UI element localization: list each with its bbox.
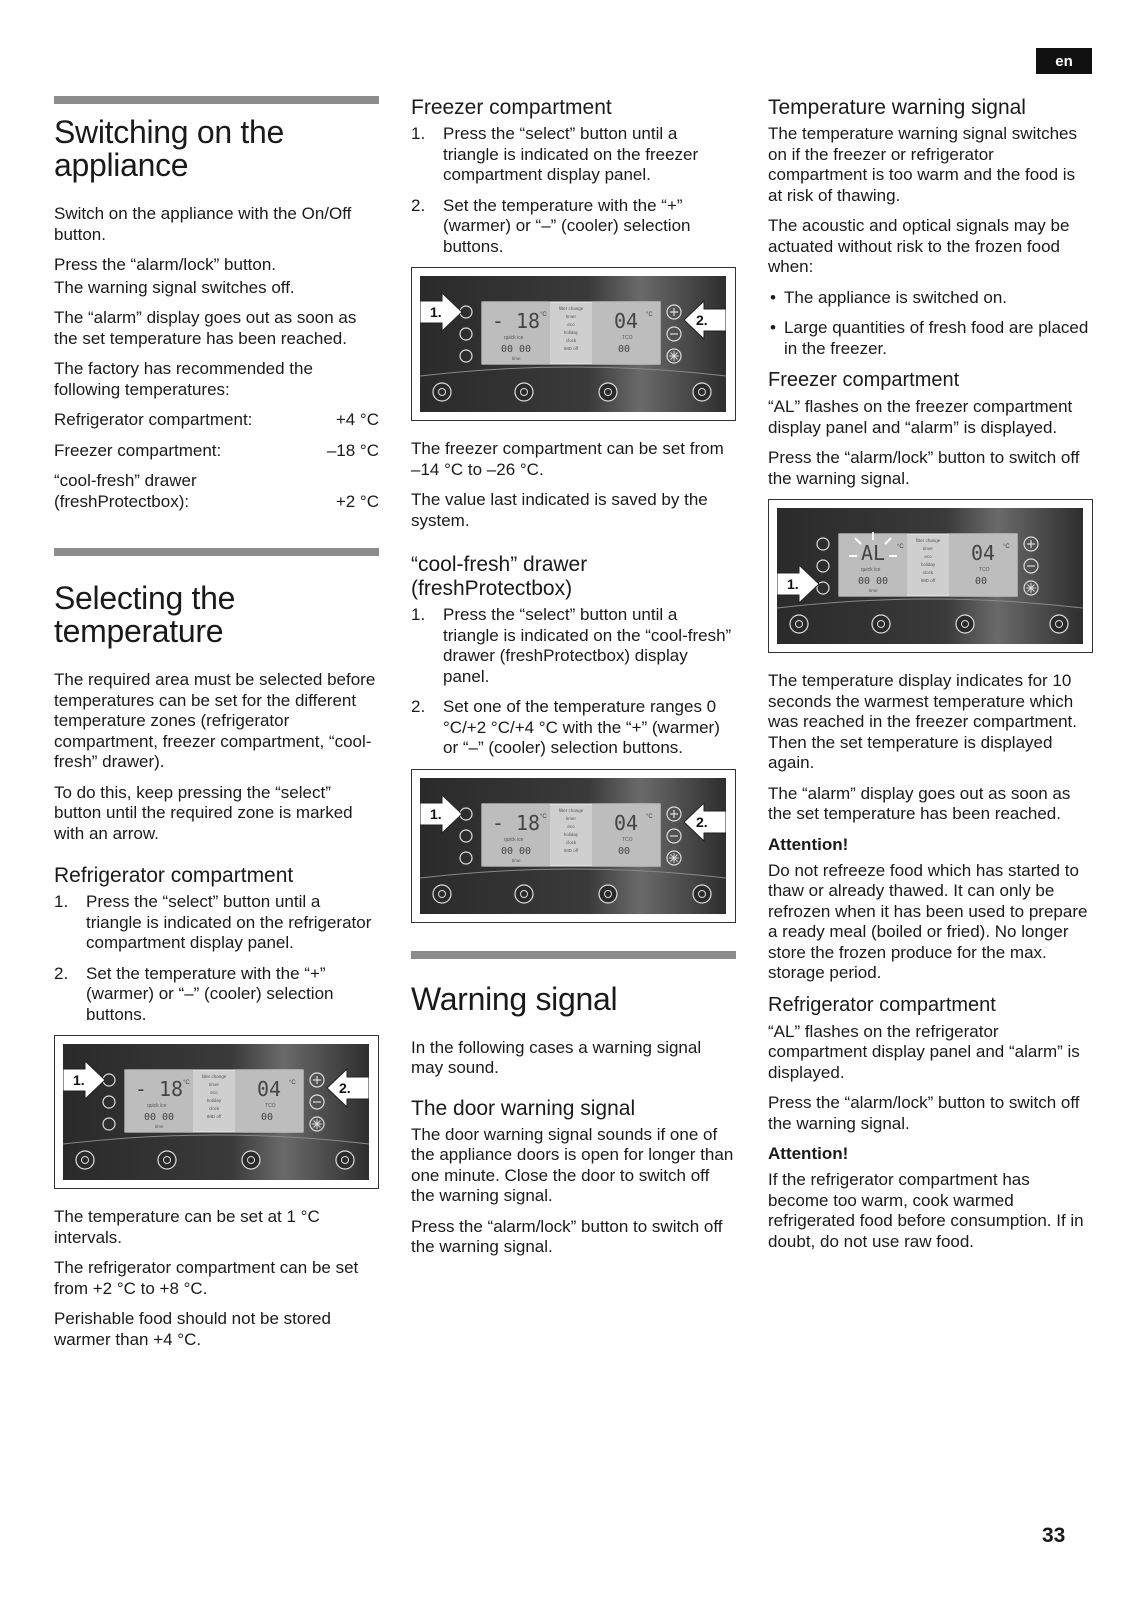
display-unit-right: °C [646, 312, 653, 318]
heading-temperature-warning-signal: Temperature warning signal [768, 96, 1026, 119]
display-menu-item: holiday [206, 1098, 222, 1103]
bottom-button-icon [242, 1151, 260, 1169]
bottom-button-icon [515, 885, 533, 903]
mini-quick-ice: quick ice [861, 567, 881, 573]
control-panel-illustration [420, 276, 726, 412]
display-menu-item: clock [565, 338, 577, 343]
attention-label: Attention! [768, 1144, 849, 1163]
temp-label: Freezer compartment: [54, 440, 222, 460]
bottom-button-icon [599, 383, 617, 401]
display-menu-item: timer [566, 314, 576, 319]
marker-step-1: 1. [430, 304, 442, 320]
display-menu-item: filter change [558, 306, 584, 311]
table-row [54, 471, 379, 522]
paragraph: The warning signal switches off. [54, 277, 295, 297]
list-item: 1. Press the “select” button until a triangle is indicated on the “cool-fresh” drawer (freshProtectbox) display panel. [411, 605, 732, 686]
display-sub-left: 00 00 [857, 576, 889, 587]
steps-list [411, 124, 736, 257]
display-menu-item: filter change [201, 1074, 227, 1079]
heading-door-warning-signal: The door warning signal [411, 1096, 636, 1120]
heading-switching-on: Switching on the appliance [54, 114, 285, 183]
paragraph: Do not refreeze food which has started to thaw or already thawed. It can only be refrozen when it has been used to prepare a ready meal (boiled or fried). No longer store the frozen produce for the max. storage period. [768, 860, 1088, 982]
marker-step-1: 1. [73, 1072, 85, 1088]
paragraph: The “alarm” display goes out as soon as the set temperature has been reached. [768, 783, 1071, 823]
marker-step-2: 2. [696, 813, 708, 830]
marker-step-1: 1. [430, 805, 442, 822]
bottom-button-icon [515, 383, 533, 401]
bottom-button-icon [693, 885, 711, 903]
display-unit-right: °C [1003, 544, 1010, 550]
display-menu-item: IMD off [563, 847, 579, 853]
display-unit-left: °C [183, 1080, 190, 1086]
list-item: 1. Press the “select” button until a triangle is indicated on the freezer compartment display panel. [411, 124, 699, 184]
marker-step-2: 2. [696, 312, 708, 328]
heading-freezer-compartment: Freezer compartment [411, 96, 612, 119]
display-menu-item: eco [567, 823, 575, 829]
control-panel-illustration [63, 1044, 369, 1180]
mini-tco: TCO [622, 836, 633, 843]
section-rule [54, 96, 379, 104]
temp-value: –18 °C [326, 440, 379, 460]
paragraph: Perishable food should not be stored warmer than +4 °C. [54, 1309, 331, 1349]
temp-value: +2 °C [335, 491, 379, 511]
control-panel-fridge [54, 1035, 379, 1189]
display-menu-item: timer [923, 546, 933, 551]
paragraph: The “alarm” display goes out as soon as the set temperature has been reached. [54, 308, 357, 348]
display-menu-item: holiday [563, 330, 579, 335]
snowflake-icon-glyph [669, 853, 679, 863]
bottom-button-icon [433, 885, 451, 903]
heading-cool-fresh-drawer: “cool-fresh” drawer (freshProtectbox) [411, 553, 588, 600]
snowflake-icon-glyph [1026, 583, 1036, 593]
mini-quick-ice: quick ice [147, 1103, 167, 1109]
recommended-temperatures-table [54, 410, 379, 522]
paragraph: Switch on the appliance with the On/Off button. [54, 204, 352, 244]
marker-step-2: 2. [339, 1080, 351, 1096]
paragraph: Press the “alarm/lock” button to switch off the warning signal. [411, 1216, 723, 1256]
attention-label: Attention! [768, 834, 849, 854]
heading-selecting-temperature: Selecting the temperature [54, 580, 236, 649]
display-sub-right: 00 [617, 845, 631, 857]
bottom-button-icon [956, 615, 974, 633]
heading-warning-signal: Warning signal [411, 980, 618, 1017]
temp-label: “cool-fresh” drawer (freshProtectbox): [54, 471, 197, 511]
display-freezer-temp: - 18 [491, 810, 541, 835]
display-menu-item: clock [922, 570, 934, 575]
display-sub-right: 00 [974, 576, 988, 587]
control-panel-alarm [768, 499, 1093, 653]
paragraph: The value last indicated is saved by the system. [411, 490, 708, 530]
paragraph: The temperature warning signal switches on if the freezer or refrigerator compartment is too warm and the food is at risk of thawing. [768, 124, 1077, 205]
paragraph: The required area must be selected before temperatures can be set for the different temperature zones (refrigerator compartment, freezer compartment, “cool-fresh” drawer). [54, 670, 376, 771]
heading-refrigerator-compartment-alarm: Refrigerator compartment [768, 993, 996, 1016]
bottom-button-icon [336, 1151, 354, 1169]
display-menu-item: filter change [915, 538, 941, 543]
bottom-button-icon [693, 383, 711, 401]
paragraph: If the refrigerator compartment has become too warm, cook warmed refrigerated food before consumption. If in doubt, do not use raw food. [768, 1170, 1084, 1251]
display-menu-item: holiday [563, 831, 579, 837]
list-item: 2. Set the temperature with the “+” (warmer) or “–” (cooler) selection buttons. [411, 195, 691, 256]
mini-time: time [155, 1124, 164, 1129]
display-sub-right: 00 [260, 1112, 274, 1123]
paragraph: The door warning signal sounds if one of the appliance doors is open for longer than one minute. Close the door to switch off the warning signal. [411, 1124, 734, 1205]
temp-value: +4 °C [335, 410, 379, 429]
display-menu-item: eco [210, 1090, 218, 1095]
marker-step-1: 1. [787, 576, 799, 592]
display-menu-item: IMD off [206, 1114, 222, 1119]
mini-time: time [869, 588, 878, 593]
control-panel-cool-fresh [411, 769, 736, 923]
control-panel-illustration [420, 778, 726, 914]
display-menu-item: holiday [920, 562, 936, 567]
paragraph: The temperature can be set at 1 °C intervals. [54, 1207, 320, 1247]
heading-freezer-compartment-alarm: Freezer compartment [768, 369, 960, 391]
paragraph: The acoustic and optical signals may be actuated without risk to the frozen food when: [768, 216, 1070, 276]
display-menu-item: clock [208, 1106, 220, 1111]
paragraph: Press the “alarm/lock” button to switch off the warning signal. [768, 1093, 1080, 1133]
bottom-button-icon [1050, 615, 1068, 633]
bullet-list [768, 288, 1093, 360]
bottom-button-icon [790, 615, 808, 633]
steps-list [54, 892, 379, 1025]
display-unit-right: °C [289, 1080, 296, 1086]
list-item: • Large quantities of fresh food are placed in the freezer. [768, 318, 1093, 359]
snowflake-icon-glyph [312, 1119, 322, 1129]
paragraph: Press the “alarm/lock” button. [54, 255, 277, 274]
bottom-button-icon [158, 1151, 176, 1169]
display-menu-item: eco [924, 554, 932, 559]
column-1 [54, 96, 379, 1360]
snowflake-icon-glyph [669, 351, 679, 361]
section-rule [54, 548, 379, 556]
paragraph: The refrigerator compartment can be set from +2 °C to +8 °C. [54, 1258, 359, 1298]
mini-tco: TCO [265, 1103, 276, 1109]
control-panel-illustration [777, 508, 1083, 644]
display-unit-left: °C [540, 312, 547, 318]
heading-refrigerator-compartment: Refrigerator compartment [54, 864, 294, 887]
mini-quick-ice: quick ice [504, 836, 524, 843]
control-panel-freezer [411, 267, 736, 421]
bottom-button-icon [599, 885, 617, 903]
display-sub-left: 00 00 [143, 1112, 175, 1123]
list-item: 2. Set one of the temperature ranges 0 °C/+2 °C/+4 °C with the “+” (warmer) or “–” (cooler) selection buttons. [411, 697, 720, 757]
display-sub-left: 00 00 [500, 344, 532, 355]
display-unit-left: °C [897, 544, 904, 550]
language-tab: en [1036, 48, 1092, 74]
display-unit-right: °C [646, 813, 653, 820]
display-fridge-temp: 04 [613, 309, 639, 333]
paragraph: “AL” flashes on the refrigerator compartment display panel and “alarm” is displayed. [768, 1021, 1080, 1082]
list-item: 1. Press the “select” button until a triangle is indicated on the refrigerator compartment display panel. [54, 892, 372, 952]
mini-time: time [512, 857, 521, 863]
paragraph: To do this, keep pressing the “select” button until the required zone is marked with an arrow. [54, 782, 353, 843]
display-unit-left: °C [540, 813, 547, 820]
table-row [54, 410, 379, 441]
steps-list [411, 605, 736, 759]
bottom-button-icon [872, 615, 890, 633]
display-menu-item: IMD off [563, 346, 579, 351]
bottom-button-icon [76, 1151, 94, 1169]
paragraph: The factory has recommended the following temperatures: [54, 359, 313, 399]
table-row [54, 441, 379, 472]
display-sub-right: 00 [617, 344, 631, 355]
display-freezer-temp: AL [860, 541, 886, 565]
display-menu-item: filter change [558, 807, 584, 813]
list-item: • The appliance is switched on. [768, 288, 1093, 309]
paragraph: The freezer compartment can be set from –14 °C to –26 °C. [411, 439, 724, 479]
display-freezer-temp: - 18 [134, 1077, 184, 1101]
display-menu-item: eco [567, 322, 575, 327]
display-fridge-temp: 04 [613, 810, 639, 835]
mini-quick-ice: quick ice [504, 335, 524, 341]
display-sub-left: 00 00 [500, 845, 532, 857]
paragraph: “AL” flashes on the freezer compartment display panel and “alarm” is displayed. [768, 397, 1073, 437]
display-menu-item: IMD off [920, 578, 936, 583]
display-fridge-temp: 04 [256, 1077, 282, 1101]
paragraph: Press the “alarm/lock” button to switch off the warning signal. [768, 448, 1080, 488]
display-menu-item: clock [565, 839, 577, 845]
column-2 [411, 96, 736, 1268]
page-number: 33 [1042, 1524, 1066, 1547]
bottom-button-icon [433, 383, 451, 401]
display-fridge-temp: 04 [970, 541, 996, 565]
display-menu-item: timer [566, 815, 576, 821]
display-menu-item: timer [209, 1082, 219, 1087]
column-3 [768, 96, 1093, 1262]
temp-label: Refrigerator compartment: [54, 410, 253, 429]
section-rule [411, 951, 736, 959]
mini-time: time [512, 356, 521, 361]
mini-tco: TCO [622, 335, 633, 341]
mini-tco: TCO [979, 567, 990, 573]
paragraph: The temperature display indicates for 10 seconds the warmest temperature which was reached in the freezer compartment. Then the set temperature is displayed again. [768, 671, 1077, 772]
list-item: 2. Set the temperature with the “+” (warmer) or “–” (cooler) selection buttons. [54, 963, 334, 1024]
paragraph: In the following cases a warning signal may sound. [411, 1037, 702, 1077]
display-freezer-temp: - 18 [491, 309, 541, 333]
